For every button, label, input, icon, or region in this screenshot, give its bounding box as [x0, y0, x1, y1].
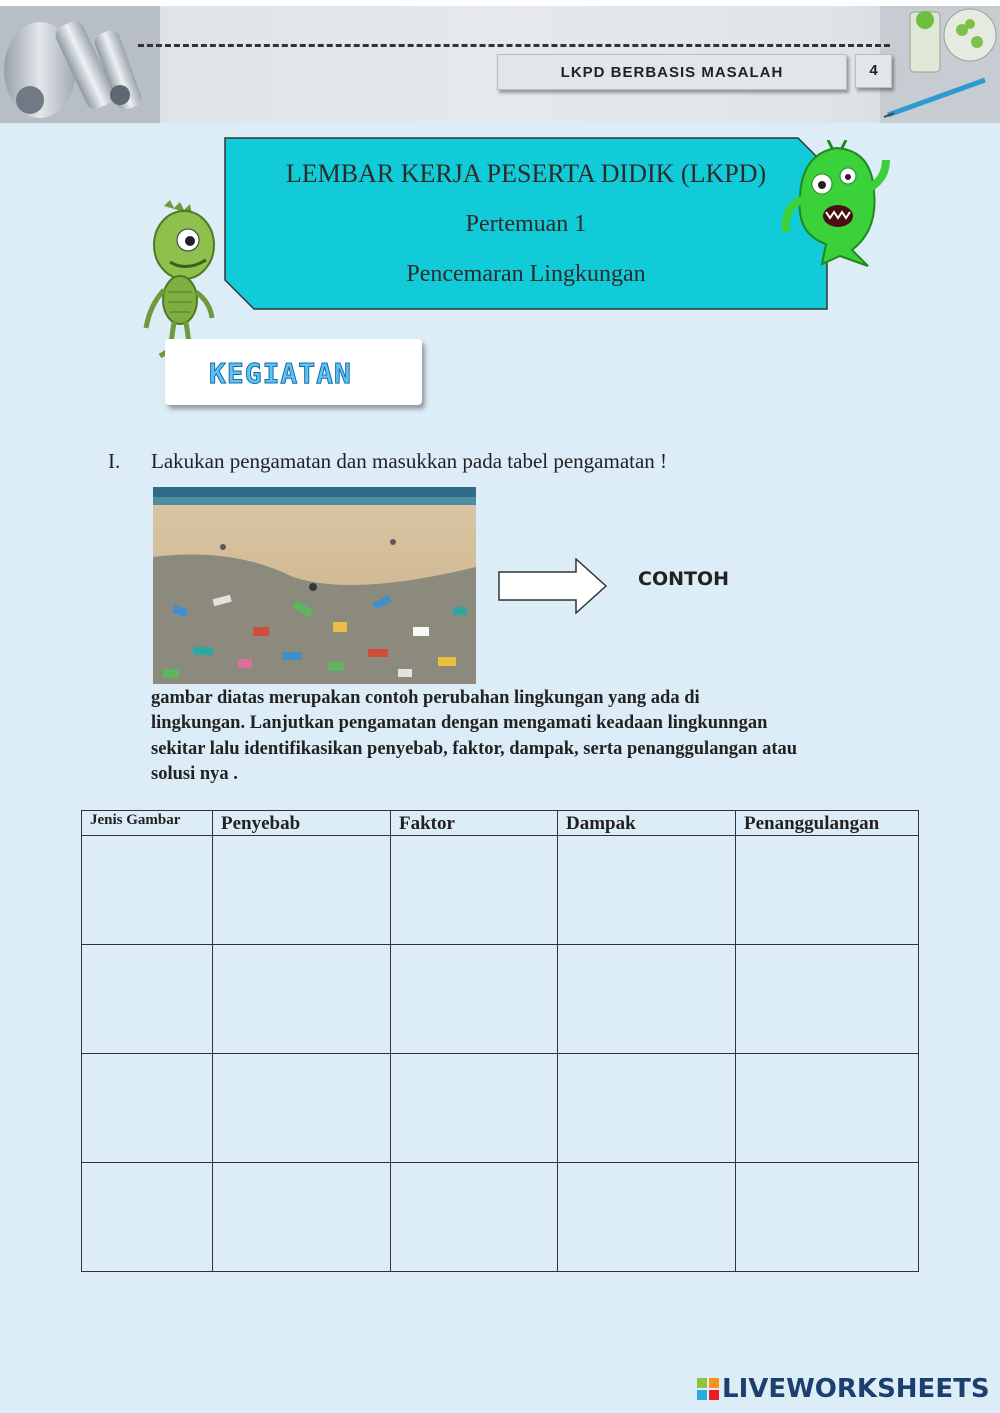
title-line-1: LEMBAR KERJA PESERTA DIDIK (LKPD) — [285, 159, 767, 188]
cell-penanggulangan[interactable] — [736, 836, 919, 945]
header-penyebab: Penyebab — [213, 811, 391, 836]
monster-character-image — [782, 140, 890, 268]
cell-faktor[interactable] — [391, 836, 558, 945]
cell-penanggulangan[interactable] — [736, 1163, 919, 1272]
header-faktor: Faktor — [391, 811, 558, 836]
table-row — [82, 1054, 919, 1163]
cell-penyebab[interactable] — [213, 945, 391, 1054]
question-text: Lakukan pengamatan dan masukkan pada tabel pengamatan ! — [151, 449, 668, 473]
beach-trash-photo — [153, 487, 476, 684]
cell-faktor[interactable] — [391, 945, 558, 1054]
header-dampak: Dampak — [558, 811, 736, 836]
example-label: CONTOH — [638, 568, 730, 590]
instruction-line-1: gambar diatas merupakan contoh perubahan lingkungan yang ada di — [151, 688, 700, 708]
cell-jenis-gambar[interactable] — [82, 945, 213, 1054]
title-line-3: Pencemaran Lingkungan — [406, 261, 646, 287]
cell-jenis-gambar[interactable] — [82, 1054, 213, 1163]
header-label: LKPD BERBASIS MASALAH — [497, 54, 847, 90]
observation-table — [81, 810, 919, 1272]
header-dashed-line — [138, 44, 890, 47]
cell-penyebab[interactable] — [213, 836, 391, 945]
table-row — [82, 836, 919, 945]
cell-dampak[interactable] — [558, 1054, 736, 1163]
fish-character-image — [140, 200, 222, 360]
cell-penanggulangan[interactable] — [736, 945, 919, 1054]
title-box — [224, 137, 828, 310]
cell-jenis-gambar[interactable] — [82, 836, 213, 945]
kegiatan-label: KEGIATAN — [209, 357, 352, 390]
cell-faktor[interactable] — [391, 1163, 558, 1272]
header-penanggulangan: Penanggulangan — [736, 811, 919, 836]
kegiatan-box — [165, 339, 422, 405]
cell-penanggulangan[interactable] — [736, 1054, 919, 1163]
cell-faktor[interactable] — [391, 1054, 558, 1163]
instruction-line-4: solusi nya . — [151, 763, 238, 784]
cell-dampak[interactable] — [558, 836, 736, 945]
instruction-line-3: sekitar lalu identifikasikan penyebab, faktor, dampak, serta penanggulangan atau — [151, 738, 798, 759]
cell-penyebab[interactable] — [213, 1163, 391, 1272]
cell-penyebab[interactable] — [213, 1054, 391, 1163]
lab-equipment-image-right — [880, 0, 1000, 123]
arrow-right-icon — [498, 558, 608, 614]
cell-dampak[interactable] — [558, 1163, 736, 1272]
table-header-row — [82, 811, 919, 836]
table-row — [82, 945, 919, 1054]
header-jenis-gambar: Jenis Gambar — [82, 811, 213, 836]
cell-dampak[interactable] — [558, 945, 736, 1054]
question-number: I. — [108, 449, 121, 473]
table-row — [82, 1163, 919, 1272]
cell-jenis-gambar[interactable] — [82, 1163, 213, 1272]
title-line-2: Pertemuan 1 — [465, 211, 587, 237]
lab-equipment-image-left — [0, 0, 160, 123]
liveworksheets-brand: LIVEWORKSHEETS — [722, 1374, 990, 1404]
page-number: 4 — [855, 54, 892, 88]
liveworksheets-logo-icon — [697, 1378, 719, 1400]
instruction-line-2: lingkungan. Lanjutkan pengamatan dengan mengamati keadaan lingkunngan — [151, 713, 768, 734]
instruction-paragraph — [151, 686, 881, 787]
